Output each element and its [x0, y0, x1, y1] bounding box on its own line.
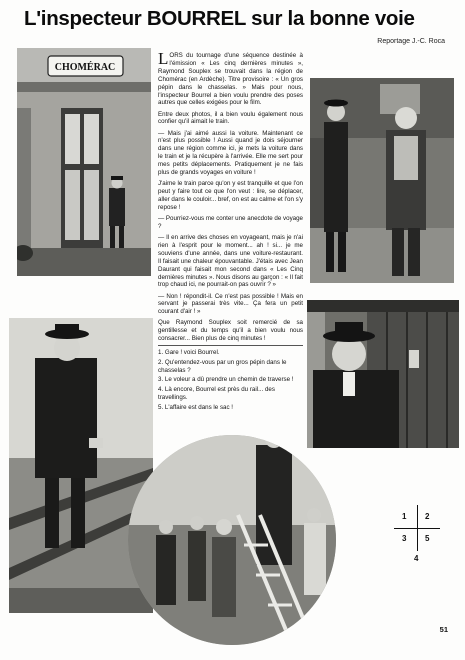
caption-item: 3. Le voleur a dû prendre un chemin de traverse !	[158, 376, 294, 384]
photo-5-wagon	[307, 300, 459, 448]
photo-captions	[158, 349, 303, 414]
key-divider-horizontal	[394, 528, 440, 529]
photo-2-conversation	[310, 78, 454, 283]
photo-1-station	[17, 48, 151, 276]
article-paragraph: — Mais j'ai aimé aussi la voiture. Maintenant ce n'est plus possible ! Aussi quand je dois séjourner dans une région comme ici, je mets la voiture dans le train et je la récupère à l'arrivée. Elle me sert pour mes petits déplacements. Pratiquement je ne fais plus de grands voyages en voiture !	[158, 129, 303, 177]
article-title: L'inspecteur BOURREL sur la bonne voie	[24, 7, 415, 30]
caption-item: 2. Qu'entendez-vous par un gros pépin dans le chasselas ?	[158, 358, 287, 374]
article-paragraph: J'aime le train parce qu'on y est tranquille et que l'on peut y faire tout ce que l'on veut : lire, se déplacer, aller dans le couloir... bref, on est au calme et l'on s'y repose !	[158, 180, 303, 211]
station-sign: CHOMÉRAC	[54, 62, 116, 73]
key-number: 1	[402, 512, 407, 521]
caption-item: 4. Là encore, Bourrel est près du rail... des travellings.	[158, 386, 275, 401]
photo-layout-key	[394, 505, 440, 563]
key-number: 4	[414, 554, 419, 563]
key-number: 3	[402, 534, 407, 543]
article-paragraph: — Non ! répondit-il. Ce n'est pas possible ! Mais en servant je passerai très vite... Ça fera un petit courant d'air ! »	[158, 292, 303, 316]
byline: Reportage J.-C. Roca	[377, 38, 445, 45]
article-body	[158, 49, 303, 346]
article-paragraph: LORS du tournage d'une séquence destinée à l'émission « Les cinq dernières minutes », Raymond Souplex se trouvait dans la région de Chomérac (en Ardèche). Titre provisoire : « Un gros pépin dans le chasselas. » Mais pour nous, l'inspecteur Bourrel a bien voulu prendre des poses autres que celles exigées pour le film.	[158, 49, 303, 107]
caption-item: 1. Gare ! voici Bourrel.	[158, 349, 220, 356]
article-paragraph: Que Raymond Souplex soit remercié de sa gentillesse et du temps qu'il a bien voulu nous consacrer... Bien plus de cinq minutes !	[158, 319, 303, 343]
key-number: 5	[425, 534, 430, 543]
article-paragraph: — Pourriez-vous me conter une anecdote de voyage ?	[158, 214, 303, 230]
drop-cap: L	[158, 49, 169, 68]
photo-4-film-crew	[128, 435, 336, 645]
caption-divider	[158, 345, 303, 346]
caption-item: 5. L'affaire est dans le sac !	[158, 403, 234, 411]
key-number: 2	[425, 512, 430, 521]
article-paragraph: Entre deux photos, il a bien voulu également nous confier qu'il aimait le train.	[158, 110, 303, 126]
page-number: 51	[439, 625, 448, 634]
article-paragraph: — Il en arrive des choses en voyageant, mais je n'ai rien à l'esprit pour le moment... ah ! si... je me souviens d'une année, dans une voiture-restaurant. Il faisait une chaleur épouvantable. J'étais avec Jean Daurant qui faisait mon second dans « Les Cinq dernières minutes ». Nous disons au garçon : « Il fait trop chaud ici, ne pourrait-on pas ouvrir ? »	[158, 233, 303, 289]
